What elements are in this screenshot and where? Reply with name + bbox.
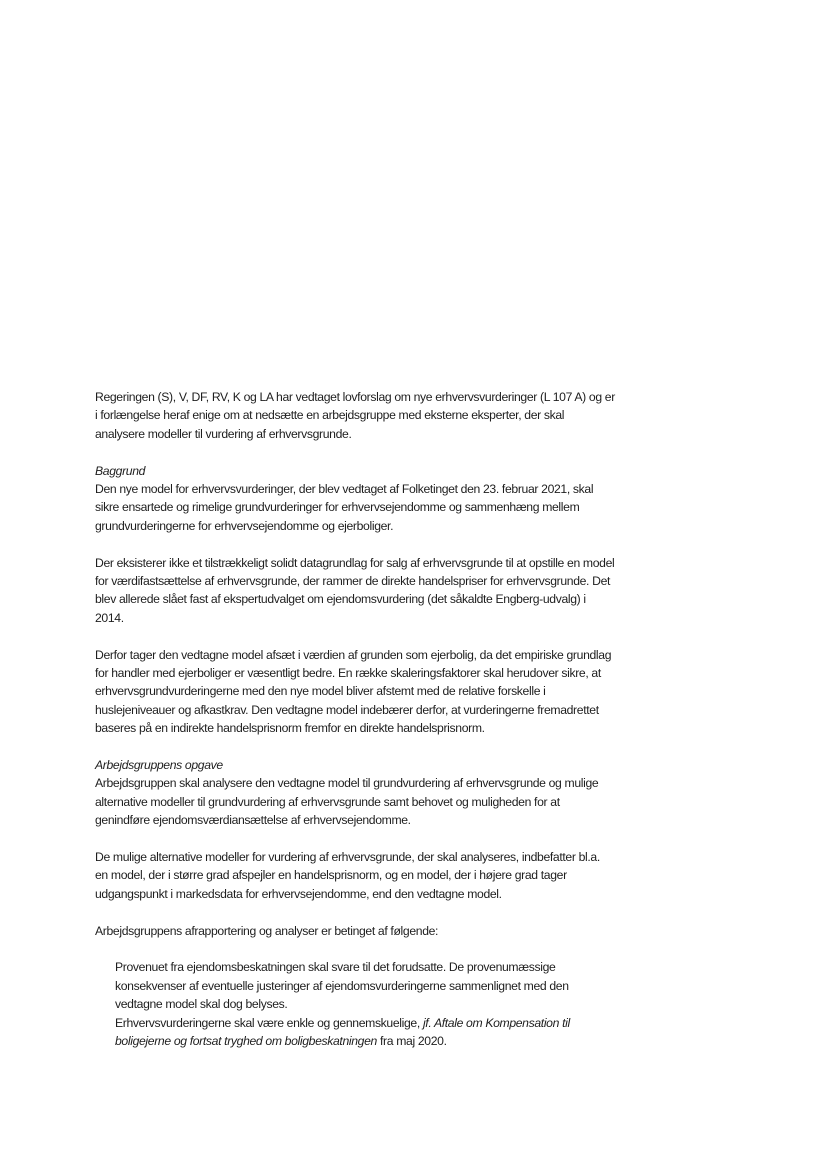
condition-enkle-tail: fra maj 2020. — [376, 1034, 447, 1049]
list-item — [115, 958, 615, 1013]
condition-enkle-reference: jf. Aftale om Kompensation til boligejerne og fortsat tryghed om boligbeskatningen — [115, 1015, 570, 1049]
conditions-list — [95, 958, 615, 1050]
section-heading-baggrund: Baggrund — [95, 463, 146, 478]
section-baggrund — [95, 462, 615, 738]
opgave-paragraph-2: De mulige alternative modeller for vurdering af erhvervsgrunde, der skal analyseres, indbefatter bl.a. en model, der i større grad afspejler en handelsprisnorm, og en model, der i højere grad tager udgangspunkt i markedsdata for erhvervsejendomme, end den vedtagne model. — [95, 850, 600, 901]
document-body — [95, 388, 615, 1051]
section-opgave — [95, 756, 615, 1050]
intro-paragraph: Regeringen (S), V, DF, RV, K og LA har vedtaget lovforslag om nye erhvervsvurderinger (L 107 A) og er i forlængelse heraf enige om at nedsætte en arbejdsgruppe med eksterne eksperter, der skal analysere modeller til vurdering af erhvervsgrunde. — [95, 390, 615, 441]
baggrund-paragraph-2: Der eksisterer ikke et tilstrækkeligt solidt datagrundlag for salg af erhvervsgrunde til at opstille en model for værdifastsættelse af erhvervsgrunde, der rammer de direkte handelspriser for erhvervsgrunde. Det blev allerede slået fast af ekspertudvalget om ejendomsvurdering (det såkaldte Engberg-udvalg) i 2014. — [95, 555, 615, 625]
section-heading-opgave: Arbejdsgruppens opgave — [95, 758, 223, 773]
list-item — [115, 1014, 615, 1051]
condition-provenu: Provenuet fra ejendomsbeskatningen skal svare til det forudsatte. De provenumæssige konsekvenser af eventuelle justeringer af ejendomsvurderingerne sammenlignet med den vedtagne model skal dog belyses. — [115, 960, 569, 1012]
baggrund-paragraph-1: Den nye model for erhvervsvurderinger, der blev vedtaget af Folketinget den 23. februar 2021, skal sikre ensartede og rimelige grundvurderinger for erhvervsejendomme og sammenhæng mellem grundvurderingerne for erhvervsejendomme og ejerboliger. — [95, 482, 594, 533]
condition-enkle-lead: Erhvervsvurderingerne skal være enkle og gennemskuelige, — [115, 1015, 423, 1030]
opgave-paragraph-3: Arbejdsgruppens afrapportering og analyser er betinget af følgende: — [95, 923, 439, 938]
baggrund-paragraph-3: Derfor tager den vedtagne model afsæt i værdien af grunden som ejerbolig, da det empiriske grundlag for handler med ejerboliger er væsentligt bedre. En række skaleringsfaktorer skal herudover sikre, at erhvervsgrundvurderingerne med den nye model bliver afstemt med de relative forskelle i huslejeniveauer og afkastkrav. Den vedtagne model indebærer derfor, at vurderingerne fremadrettet baseres på en indirekte handelsprisnorm fremfor en direkte handelsprisnorm. — [95, 647, 612, 736]
opgave-paragraph-1: Arbejdsgruppen skal analysere den vedtagne model til grundvurdering af erhvervsgrunde og mulige alternative modeller til grundvurdering af erhvervsgrunde samt behovet og muligheden for at genindføre ejendomsværdiansættelse af erhvervsejendomme. — [95, 776, 599, 828]
